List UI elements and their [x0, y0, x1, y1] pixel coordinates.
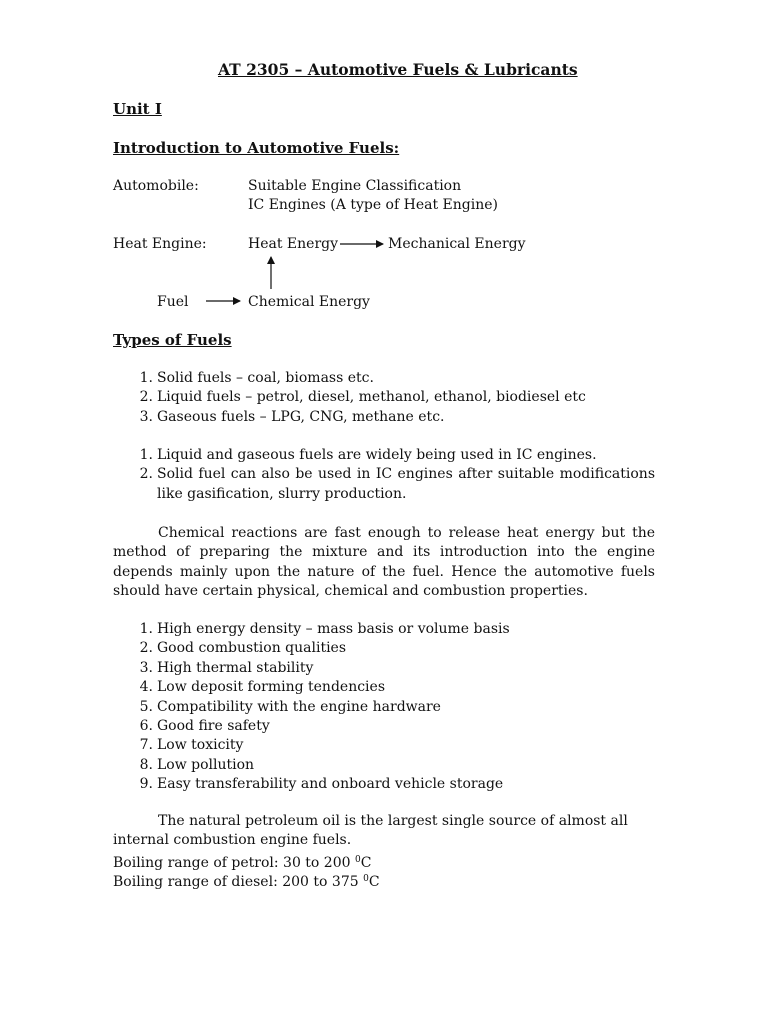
automobile-line-1: Suitable Engine Classification — [248, 178, 462, 194]
list-item: 9. Easy transferability and onboard vehicle storage — [139, 776, 504, 793]
list-item: 2. Good combustion qualities — [139, 640, 347, 657]
list-item: 3. Gaseous fuels – LPG, CNG, methane etc. — [139, 408, 445, 425]
list-item: 3. High thermal stability — [139, 659, 314, 676]
list-item: 4. Low deposit forming tendencies — [139, 679, 385, 696]
list-item: 1. Liquid and gaseous fuels are widely being used in IC engines. — [139, 447, 597, 463]
heat-energy-text: Heat Energy — [248, 236, 339, 252]
types-heading: Types of Fuels — [113, 331, 232, 349]
list-item: 2. Liquid fuels – petrol, diesel, methanol, ethanol, biodiesel etc — [139, 389, 586, 406]
chemical-energy-text: Chemical Energy — [248, 294, 370, 310]
heat-engine-label: Heat Engine: — [113, 236, 207, 252]
types-list — [113, 369, 717, 427]
list-item: 5. Compatibility with the engine hardware — [139, 698, 441, 715]
list-item: 7. Low toxicity — [139, 737, 244, 754]
automobile-label: Automobile: — [113, 178, 199, 194]
usage-list — [113, 446, 655, 504]
intro-heading: Introduction to Automotive Fuels: — [113, 139, 400, 157]
paragraph-properties-intro: Chemical reactions are fast enough to release heat energy but the method of preparing the mixture and its introduction into the engine depends mainly upon the nature of the fuel. Hence the automotive fuels should have certain physical, chemical and combustion properties. — [113, 525, 655, 600]
automobile-line-2: IC Engines (A type of Heat Engine) — [248, 197, 498, 213]
list-item: 8. Low pollution — [139, 756, 255, 773]
properties-list — [113, 620, 717, 795]
mechanical-energy-text: Mechanical Energy — [388, 236, 526, 252]
paragraph-petroleum: The natural petroleum oil is the largest single source of almost all internal combustion engine fuels. — [113, 813, 628, 849]
unit-heading: Unit I — [113, 100, 162, 118]
list-item: 6. Good fire safety — [139, 718, 270, 735]
list-item: 1. High energy density – mass basis or volume basis — [139, 621, 510, 637]
boiling-range-diesel: Boiling range of diesel: 200 to 375 $^0$C — [113, 874, 380, 890]
document-title: AT 2305 – Automotive Fuels & Lubricants — [218, 60, 578, 79]
list-item: 2. Solid fuel can also be used in IC engines after suitable modifications like gasification, slurry production. — [139, 466, 655, 502]
boiling-range-petrol: Boiling range of petrol: 30 to 200 $^0$C — [113, 855, 372, 871]
fuel-text: Fuel — [157, 294, 189, 310]
list-item: 1. Solid fuels – coal, biomass etc. — [139, 370, 374, 386]
